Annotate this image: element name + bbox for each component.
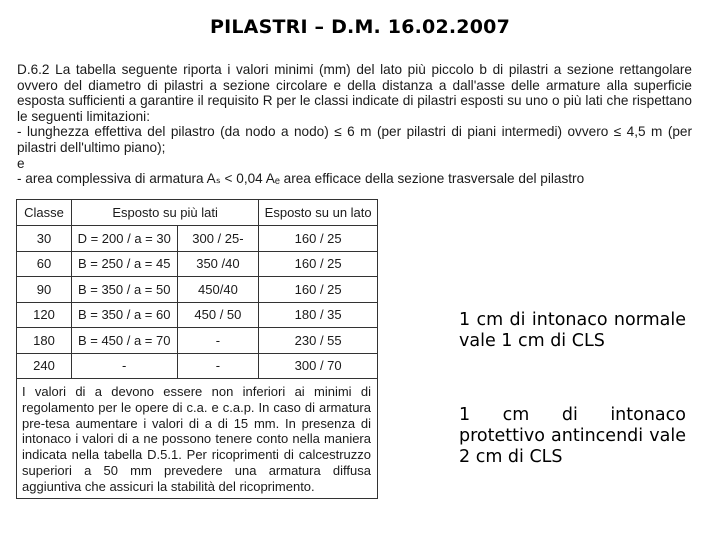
table-row xyxy=(17,277,378,303)
intro-paragraph: D.6.2 La tabella seguente riporta i valori minimi (mm) del lato più piccolo b di pilastri a sezione rettangolare ovvero del diametro di pilastri a sezione circolare e della distanza a dall'asse delle armature alla superficie esposta sufficienti a garantire il requisito R per le classi indicate di pilastri esposti su uno o più lati che rispettano le seguenti limitazioni: xyxy=(17,62,692,124)
cell-piu-lati-1: B = 350 / a = 50 xyxy=(71,277,177,303)
header-un-lato: Esposto su un lato xyxy=(259,200,378,226)
header-classe: Classe xyxy=(17,200,72,226)
side-note-protettivo-text: 1 cm di intonaco protettivo antincendi vale 2 cm di CLS xyxy=(459,405,686,467)
table-row xyxy=(17,302,378,328)
cell-piu-lati-2: - xyxy=(177,328,259,354)
cell-piu-lati-2: 450 / 50 xyxy=(177,302,259,328)
cell-classe: 90 xyxy=(17,277,72,303)
cell-piu-lati-1: - xyxy=(71,353,177,379)
table-row xyxy=(17,328,378,354)
cell-classe: 60 xyxy=(17,251,72,277)
intro-condition-area: - area complessiva di armatura Aₛ < 0,04 Aₑ area efficace della sezione trasversale del pilastro xyxy=(17,171,585,187)
pillar-table xyxy=(16,199,378,499)
intro-condition-length: - lunghezza effettiva del pilastro (da nodo a nodo) ≤ 6 m (per pilastri di piani intermedi) ovvero ≤ 4,5 m (per pilastri dell'ultimo piano); xyxy=(17,124,692,155)
cell-piu-lati-2: 450/40 xyxy=(177,277,259,303)
cell-classe: 180 xyxy=(17,328,72,354)
cell-un-lato: 230 / 55 xyxy=(259,328,378,354)
page-title: PILASTRI – D.M. 16.02.2007 xyxy=(209,16,510,38)
cell-un-lato: 160 / 25 xyxy=(259,251,378,277)
cell-piu-lati-1: B = 350 / a = 60 xyxy=(71,302,177,328)
cell-classe: 120 xyxy=(17,302,72,328)
table-row xyxy=(17,251,378,277)
cell-un-lato: 300 / 70 xyxy=(259,353,378,379)
table-note-row xyxy=(17,379,378,499)
cell-un-lato: 160 / 25 xyxy=(259,226,378,252)
intro-conjunction: e xyxy=(17,155,25,171)
cell-piu-lati-1: B = 250 / a = 45 xyxy=(71,251,177,277)
cell-piu-lati-2: 300 / 25- xyxy=(177,226,259,252)
header-piu-lati: Esposto su più lati xyxy=(71,200,258,226)
cell-piu-lati-2: 350 /40 xyxy=(177,251,259,277)
cell-classe: 30 xyxy=(17,226,72,252)
cell-classe: 240 xyxy=(17,353,72,379)
side-note-normale-text: 1 cm di intonaco normale vale 1 cm di CLS xyxy=(459,310,686,351)
side-note-protettivo xyxy=(459,405,686,468)
cell-piu-lati-2: - xyxy=(177,353,259,379)
cell-piu-lati-1: D = 200 / a = 30 xyxy=(71,226,177,252)
cell-un-lato: 160 / 25 xyxy=(259,277,378,303)
table-row xyxy=(17,353,378,379)
intro-text xyxy=(17,62,692,187)
table-note: I valori di a devono essere non inferiori ai minimi di regolamento per le opere di c.a. e c.a.p. In caso di armatura pre-tesa aumentare i valori di a di 15 mm. In presenza di intonaco i valori di a ne possono tenere conto nella maniera indicata nella tabella D.5.1. Per ricoprimenti di calcestruzzo superiori a 50 mm prevedere una armatura diffusa aggiuntiva che assicuri la stabilità del ricoprimento. xyxy=(17,379,378,499)
side-note-normale xyxy=(459,310,686,352)
cell-un-lato: 180 / 35 xyxy=(259,302,378,328)
cell-piu-lati-1: B = 450 / a = 70 xyxy=(71,328,177,354)
table-header-row xyxy=(17,200,378,226)
table-row xyxy=(17,226,378,252)
